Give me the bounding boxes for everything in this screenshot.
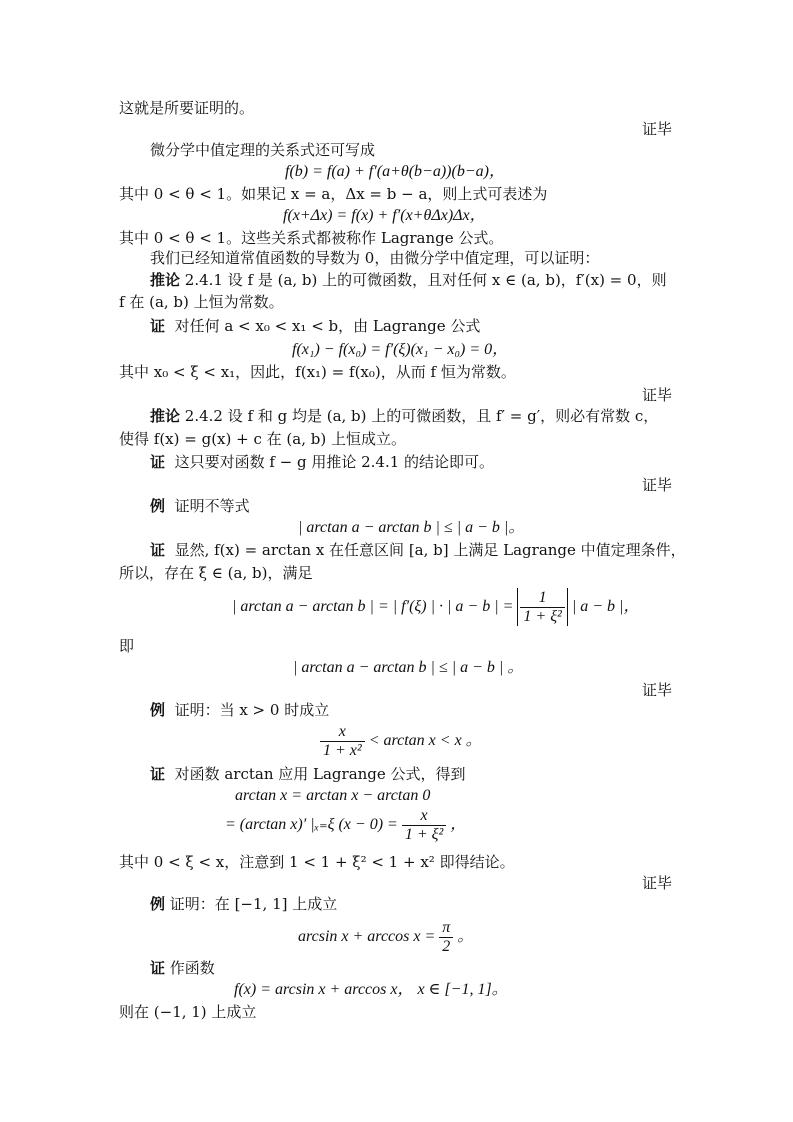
proof-text: 作函数 [169,959,215,977]
proof-label: 证 [150,541,166,559]
equation: | arctan a − arctan b | ≤ | a − b | 。 [293,659,524,676]
text-line: 这就是所要证明的。 [119,99,255,117]
proof-text: 这只要对函数 f − g 用推论 2.4.1 的结论即可。 [174,453,495,471]
example-text: 证明：当 x > 0 时成立 [174,701,330,719]
eq-left: = (arctan x)′ |ₓ₌ξ (x − 0) = [225,816,398,833]
numerator: 1 [520,589,564,608]
corollary-label: 推论 [150,271,181,289]
denominator: 2 [442,937,451,955]
proof-label: 证 [150,453,166,471]
eq-right: ， [450,816,467,833]
example-line [150,496,250,516]
eq-left: arcsin x + arccos x = [298,928,436,945]
corollary-2-4-1 [150,270,667,290]
equation-frac [232,588,639,626]
text-line: 其中 x₀ < ξ < x₁，因此，f(x₁) = f(x₀)，从而 f 恒为常数。 [119,363,516,381]
proof-line [150,540,686,560]
proof-label: 证 [150,317,166,335]
proof-line [150,452,494,472]
proof-label: 证 [150,959,166,977]
numerator: x [320,723,365,742]
text-line: 微分学中值定理的关系式还可写成 [150,141,376,159]
text-line: 其中 0 < ξ < x，注意到 1 < 1 + ξ² < 1 + x² 即得结论。 [119,853,515,871]
qed-mark: 证毕 [642,120,673,138]
example-label: 例 [150,895,166,913]
eq-right: | a − b |， [571,598,640,615]
fraction [439,919,453,956]
example-label: 例 [150,701,166,719]
example-line [150,894,337,914]
eq-right: 。 [457,928,474,945]
equation: f(x₁) − f(x₀) = f′(ξ)(x₁ − x₀) = 0， [292,341,509,358]
proof-label: 证 [150,765,166,783]
fraction [520,589,564,626]
qed-mark: 证毕 [642,874,673,892]
equation: f(x+Δx) = f(x) + f′(x+θΔx)Δx， [283,207,486,224]
numerator: π [439,919,453,938]
text-line: 使得 f(x) = g(x) + c 在 (a, b) 上恒成立。 [119,430,406,448]
text-line: 其中 0 < θ < 1。如果记 x = a，Δx = b − a，则上式可表述为 [119,185,548,203]
fraction [320,723,365,760]
denominator: 1 + ξ² [404,825,444,843]
proof-line [150,316,480,336]
corollary-2-4-2 [150,406,658,426]
text-line: 所以，存在 ξ ∈ (a, b)，满足 [119,564,313,582]
proof-line [150,958,215,978]
text-line: 即 [119,637,135,655]
equation-frac [298,918,473,956]
example-label: 例 [150,497,166,515]
numerator: x [402,807,446,826]
denominator: 1 + x² [323,741,362,759]
proof-line [150,764,466,784]
text-line: 其中 0 < θ < 1。这些关系式都被称作 Lagrange 公式。 [119,229,504,247]
text-line: 我们已经知道常值函数的导数为 0，由微分学中值定理，可以证明： [150,249,600,267]
proof-text: 显然, f(x) = arctan x 在任意区间 [a, b] 上满足 Lagrange 中值定理条件， [174,541,686,559]
text-line: 则在 (−1, 1) 上成立 [119,1003,257,1021]
equation: f(b) = f(a) + f′(a+θ(b−a))(b−a)， [285,163,505,180]
example-text: 证明不等式 [174,497,250,515]
qed-mark: 证毕 [642,681,673,699]
corollary-text: 2.4.1 设 f 是 (a, b) 上的可微函数，且对任何 x ∈ (a, b)，f′(x) = 0，则 [184,271,667,289]
fraction [402,807,446,844]
equation-frac [320,722,482,760]
example-text: 证明：在 [−1, 1] 上成立 [169,895,338,913]
corollary-label: 推论 [150,407,181,425]
abs-bars [517,588,567,626]
proof-text: 对任何 a < x₀ < x₁ < b，由 Lagrange 公式 [174,317,481,335]
text-line: f 在 (a, b) 上恒为常数。 [119,293,284,311]
proof-text: 对函数 arctan 应用 Lagrange 公式，得到 [174,765,466,783]
equation: f(x) = arcsin x + arccos x， x ∈ [−1, 1]。 [234,981,508,998]
corollary-text: 2.4.2 设 f 和 g 均是 (a, b) 上的可微函数，且 f′ = g′，则必有常数 c， [184,407,659,425]
equation: arctan x = arctan x − arctan 0 [235,787,431,804]
qed-mark: 证毕 [642,476,673,494]
equation: | arctan a − arctan b | ≤ | a − b |。 [298,519,525,536]
qed-mark: 证毕 [642,386,673,404]
denominator: 1 + ξ² [523,608,562,626]
eq-right: < arctan x < x 。 [368,732,482,749]
example-line [150,700,329,720]
equation-frac [225,806,466,844]
eq-left: | arctan a − arctan b | = | f′(ξ) | · | a − b | = [232,598,514,615]
